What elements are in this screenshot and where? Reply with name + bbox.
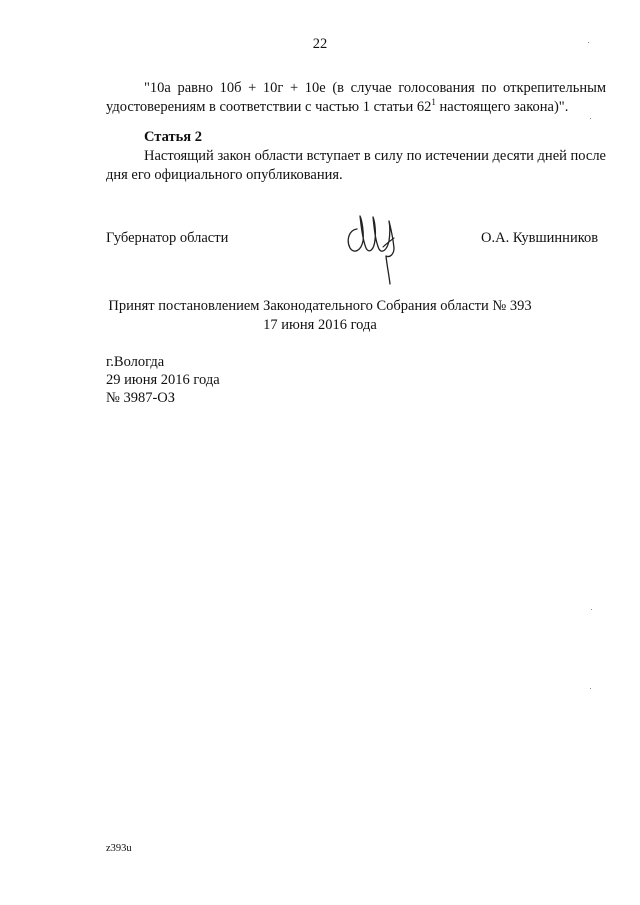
- adoption-line-2: 17 июня 2016 года: [263, 317, 377, 333]
- signing-date: 29 июня 2016 года: [106, 372, 220, 388]
- scan-speck: [591, 609, 592, 610]
- adoption-line-1: Принят постановлением Законодательного Собрания области № 393: [108, 298, 532, 314]
- governor-title: Губернатор области: [106, 230, 229, 246]
- article-2-heading: Статья 2: [144, 129, 202, 145]
- city: г.Вологда: [106, 354, 165, 370]
- page-number: 22: [312, 36, 328, 52]
- amendment-paragraph: [106, 79, 606, 117]
- scan-speck: [590, 118, 591, 119]
- article-2-text: Настоящий закон области вступает в силу по истечении десяти дней после дня его официального опубликования.: [106, 148, 606, 183]
- law-number: № 3987-ОЗ: [106, 390, 176, 406]
- amendment-text-end: настоящего закона)".: [435, 99, 569, 115]
- handwritten-signature: [343, 208, 407, 292]
- adoption-note: [0, 297, 640, 335]
- amendment-superscript: 1: [431, 97, 436, 107]
- scan-speck: [590, 688, 591, 689]
- amendment-text: "10а равно 10б + 10г + 10е (в случае голосования по открепительным удостоверениям в соответствии с частью 1 статьи 62: [106, 80, 606, 115]
- place-date-block: [106, 353, 220, 407]
- scan-speck: [588, 42, 589, 43]
- governor-name: О.А. Кувшинников: [481, 230, 599, 246]
- footer-code: z393u: [106, 843, 132, 854]
